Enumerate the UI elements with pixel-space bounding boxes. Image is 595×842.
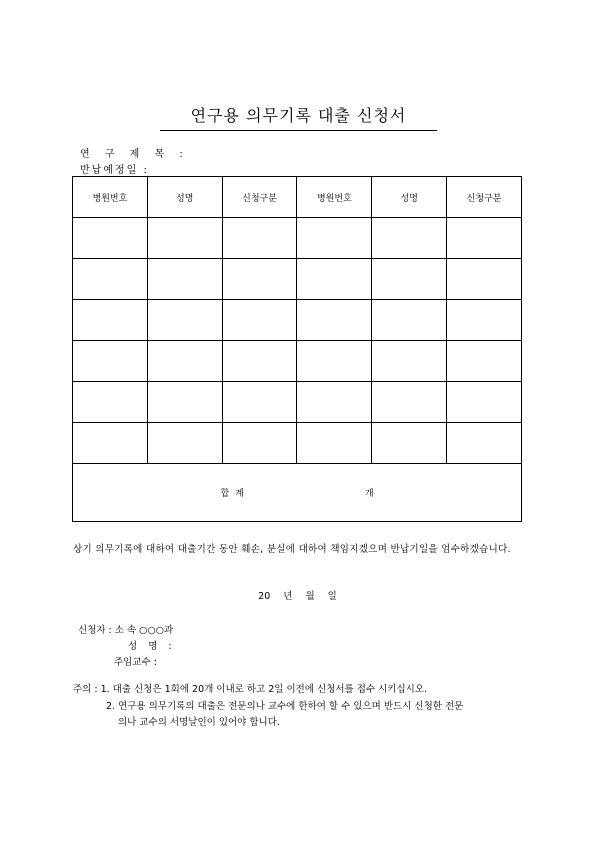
table-cell[interactable]	[297, 382, 372, 423]
header-hospital-number-2: 병원번호	[297, 177, 372, 218]
table-cell[interactable]	[297, 259, 372, 300]
table-cell[interactable]	[222, 259, 297, 300]
table-cell[interactable]	[73, 341, 148, 382]
table-cell[interactable]	[73, 218, 148, 259]
header-hospital-number: 병원번호	[73, 177, 148, 218]
applicant-affiliation: 신청자 : 소 속 ○○○과	[78, 625, 174, 636]
table-row	[73, 382, 522, 423]
table-total-row	[73, 464, 522, 522]
table-cell[interactable]	[447, 259, 522, 300]
table-header-row	[73, 177, 522, 218]
table-cell[interactable]	[222, 382, 297, 423]
header-name-2: 성명	[372, 177, 447, 218]
table-cell[interactable]	[73, 300, 148, 341]
note-line-1: 주의 : 1. 대출 신청은 1회에 20개 이내로 하고 2일 이전에 신청서를 접수 시키십시오.	[73, 684, 428, 695]
table-cell[interactable]	[297, 341, 372, 382]
date-line: 20 년 월 일	[258, 591, 337, 602]
table-cell[interactable]	[297, 300, 372, 341]
pledge-text: 상기 의무기록에 대하여 대출기간 동안 훼손, 분실에 대하여 책임지겠으며 반납기일을 엄수하겠습니다.	[73, 544, 511, 555]
header-request-type-2: 신청구분	[447, 177, 522, 218]
table-row	[73, 341, 522, 382]
note-line-2: 2. 연구용 의무기록의 대출은 전문의나 교수에 한하여 할 수 있으며 반드시 신청한 전문	[106, 701, 464, 712]
table-cell[interactable]	[147, 423, 222, 464]
table-cell[interactable]	[372, 259, 447, 300]
table-cell[interactable]	[297, 218, 372, 259]
table-cell[interactable]	[147, 341, 222, 382]
table-cell[interactable]	[372, 382, 447, 423]
table-cell[interactable]	[447, 341, 522, 382]
table-cell[interactable]	[447, 218, 522, 259]
applicant-name: 성 명 :	[128, 641, 176, 652]
table-cell[interactable]	[297, 423, 372, 464]
table-cell[interactable]	[372, 423, 447, 464]
table-row	[73, 218, 522, 259]
form-title: 연구용 의무기록 대출 신청서	[160, 103, 437, 131]
table-cell[interactable]	[147, 259, 222, 300]
total-label: 합계	[220, 489, 250, 499]
total-unit: 개	[364, 489, 374, 499]
table-row	[73, 423, 522, 464]
table-cell[interactable]	[147, 300, 222, 341]
table-cell[interactable]	[372, 218, 447, 259]
header-request-type: 신청구분	[222, 177, 297, 218]
note-line-3: 의나 교수의 서명날인이 있어야 합니다.	[118, 717, 280, 728]
supervising-professor: 주임교수 :	[114, 657, 157, 668]
research-title-field: 연 구 제 목 :	[80, 149, 189, 160]
table-cell[interactable]	[447, 423, 522, 464]
table-cell[interactable]	[73, 423, 148, 464]
total-cell	[73, 464, 522, 522]
table-row	[73, 259, 522, 300]
loan-table	[72, 176, 522, 522]
table-cell[interactable]	[372, 300, 447, 341]
table-cell[interactable]	[222, 218, 297, 259]
table-cell[interactable]	[372, 341, 447, 382]
table-cell[interactable]	[73, 259, 148, 300]
table-cell[interactable]	[222, 423, 297, 464]
table-cell[interactable]	[147, 218, 222, 259]
header-name: 성명	[147, 177, 222, 218]
table-cell[interactable]	[147, 382, 222, 423]
table-cell[interactable]	[222, 300, 297, 341]
table-cell[interactable]	[222, 341, 297, 382]
table-row	[73, 300, 522, 341]
table-cell[interactable]	[447, 300, 522, 341]
table-cell[interactable]	[447, 382, 522, 423]
return-date-field: 반납예정일 :	[80, 165, 149, 176]
table-cell[interactable]	[73, 382, 148, 423]
